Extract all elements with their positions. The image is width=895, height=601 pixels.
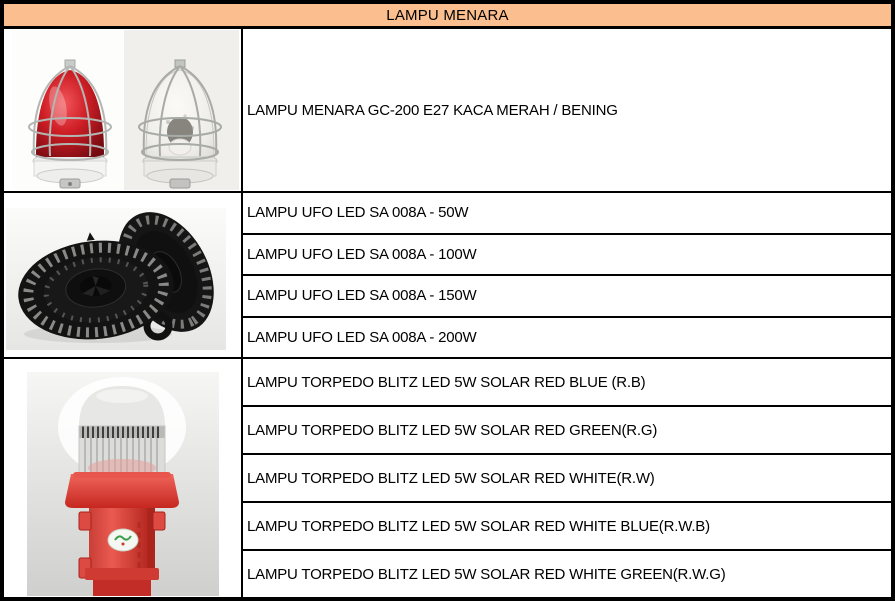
product-label: LAMPU UFO LED SA 008A - 50W [247, 204, 469, 222]
product-label: LAMPU TORPEDO BLITZ LED 5W SOLAR RED GREEN(R.G) [247, 421, 658, 439]
section-torpedo-rows [243, 359, 891, 597]
product-row [243, 274, 891, 316]
torpedo-blitz-lamp-photo [4, 359, 243, 597]
product-label: LAMPU UFO LED SA 008A - 150W [247, 287, 477, 305]
product-label: LAMPU TORPEDO BLITZ LED 5W SOLAR RED BLUE (R.B) [247, 373, 646, 391]
product-label: LAMPU UFO LED SA 008A - 100W [247, 245, 477, 263]
product-label: LAMPU UFO LED SA 008A - 200W [247, 328, 477, 346]
section-dome-rows [243, 29, 891, 191]
product-row [243, 316, 891, 358]
dome-cage-lamps-photo [4, 29, 243, 191]
product-row [243, 29, 891, 191]
product-row [243, 453, 891, 501]
product-row [243, 501, 891, 549]
product-row [243, 233, 891, 275]
product-row [243, 359, 891, 405]
product-label: LAMPU TORPEDO BLITZ LED 5W SOLAR RED WHITE(R.W) [247, 469, 655, 487]
table-title: LAMPU MENARA [386, 6, 509, 24]
ufo-led-lamps-photo [4, 193, 243, 357]
section-dome-lamps [4, 29, 891, 191]
product-label: LAMPU TORPEDO BLITZ LED 5W SOLAR RED WHITE GREEN(R.W.G) [247, 565, 726, 583]
product-label: LAMPU TORPEDO BLITZ LED 5W SOLAR RED WHITE BLUE(R.W.B) [247, 517, 710, 535]
table-header [4, 4, 891, 29]
product-row [243, 405, 891, 453]
section-ufo-rows [243, 193, 891, 357]
section-torpedo [4, 357, 891, 597]
product-row [243, 549, 891, 597]
section-ufo-led [4, 191, 891, 357]
product-label: LAMPU MENARA GC-200 E27 KACA MERAH / BENING [247, 101, 618, 119]
product-row [243, 193, 891, 233]
